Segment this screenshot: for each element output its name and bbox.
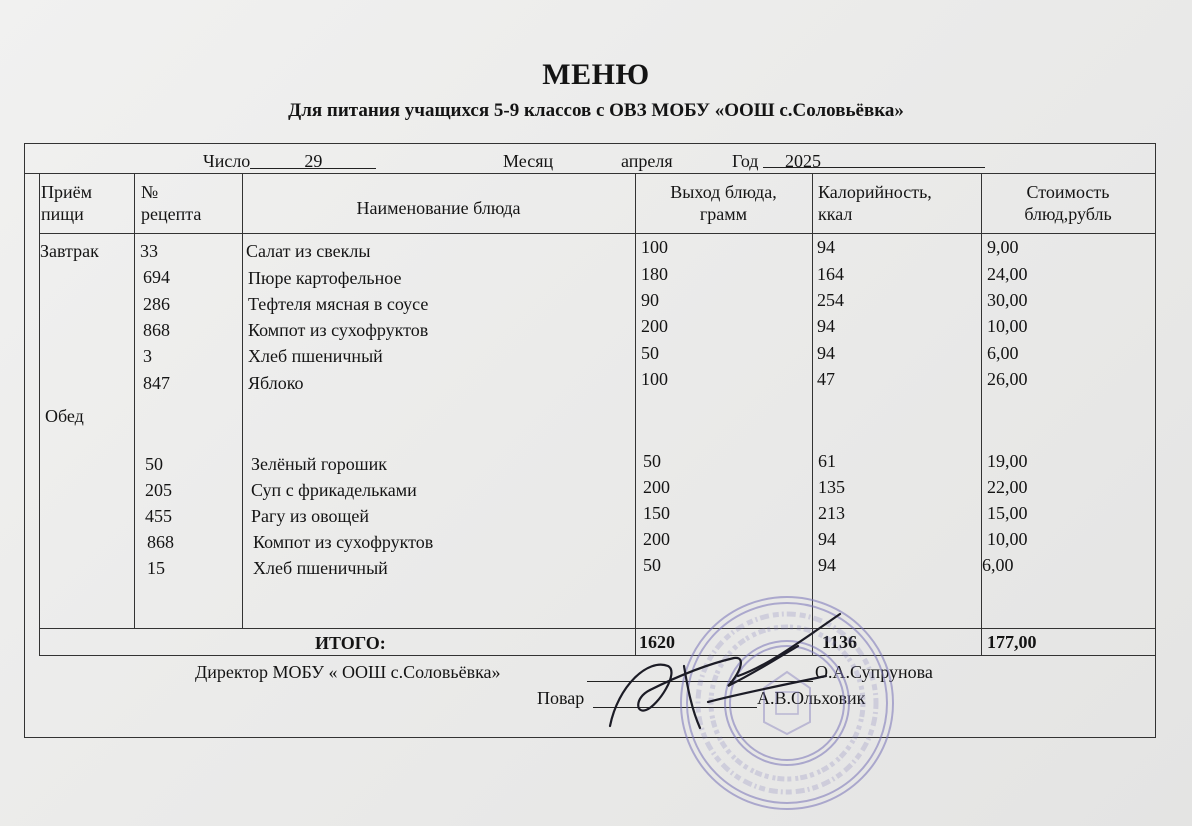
header-cost [981, 181, 1155, 225]
rule-date [25, 173, 1155, 174]
dish-kcal: 254 [817, 290, 844, 310]
month-value: апреля [621, 151, 673, 171]
header-weight [635, 181, 812, 225]
handwritten-signature [588, 606, 858, 756]
header-weight-line2: грамм [699, 204, 748, 224]
dish-name: Пюре картофельное [248, 268, 402, 288]
header-cost-line1: Стоимость [1026, 182, 1110, 202]
header-recipe-line2: рецепта [141, 204, 202, 224]
dish-cost: 22,00 [987, 477, 1028, 497]
dish-name: Хлеб пшеничный [248, 346, 383, 366]
dish-name: Компот из сухофруктов [253, 532, 434, 552]
recipe-number: 847 [143, 373, 170, 393]
recipe-number: 455 [145, 506, 172, 526]
recipe-number: 33 [140, 241, 158, 261]
dish-weight: 150 [643, 503, 670, 523]
recipe-number: 868 [143, 320, 170, 340]
header-calories [818, 181, 980, 225]
dish-name: Хлеб пшеничный [253, 558, 388, 578]
dish-kcal: 135 [818, 477, 845, 497]
header-recipe-line1: № [141, 182, 159, 202]
total-weight: 1620 [639, 632, 675, 652]
recipe-number: 50 [145, 454, 163, 474]
dish-name: Зелёный горошик [251, 454, 388, 474]
recipe-number: 3 [143, 346, 152, 366]
dish-kcal: 94 [817, 316, 835, 336]
dish-weight: 200 [641, 316, 668, 336]
recipe-number: 694 [143, 267, 170, 287]
dish-cost: 24,00 [987, 264, 1028, 284]
dish-kcal: 94 [818, 529, 836, 549]
year-value: 2025 [763, 150, 985, 168]
header-cost-line2: блюд,рубль [1024, 204, 1112, 224]
dish-weight: 50 [641, 343, 659, 363]
dish-name: Яблоко [248, 373, 304, 393]
header-weight-line1: Выход блюда, [670, 182, 777, 202]
dish-kcal: 213 [818, 503, 845, 523]
col-rule-4 [812, 173, 813, 655]
header-dish: Наименование блюда [356, 198, 521, 218]
header-recipe [141, 181, 241, 225]
rule-header [39, 233, 1155, 234]
month-label: Месяц [503, 151, 554, 171]
day-value: 29 [250, 150, 376, 169]
col-rule-3 [635, 173, 636, 655]
col-rule-5 [981, 173, 982, 655]
dish-name: Тефтеля мясная в соусе [248, 294, 429, 314]
dish-name: Салат из свеклы [246, 241, 371, 261]
dish-name: Суп с фрикадельками [251, 480, 417, 500]
recipe-number: 205 [145, 480, 172, 500]
total-label: ИТОГО: [315, 633, 386, 653]
dish-weight: 50 [643, 451, 661, 471]
dish-kcal: 164 [817, 264, 844, 284]
recipe-number: 15 [147, 558, 165, 578]
recipe-number: 868 [147, 532, 174, 552]
col-rule-6 [1155, 173, 1156, 655]
col-rule-2 [242, 173, 243, 628]
date-line [203, 150, 376, 172]
document-title: МЕНЮ [542, 58, 650, 91]
dish-cost: 15,00 [987, 503, 1028, 523]
header-meal-line1: Приём [41, 182, 93, 202]
header-meal-line2: пищи [41, 204, 84, 224]
dish-kcal: 94 [818, 555, 836, 575]
cook-name: А.В.Ольховик [757, 688, 866, 708]
day-label: Число [203, 151, 251, 171]
dish-weight: 100 [641, 369, 668, 389]
dish-cost: 19,00 [987, 451, 1028, 471]
dish-cost: 30,00 [987, 290, 1028, 310]
col-rule-1 [134, 173, 135, 628]
dish-kcal: 47 [817, 369, 835, 389]
cook-label: Повар [537, 688, 585, 708]
dish-cost: 10,00 [987, 316, 1028, 336]
dish-kcal: 94 [817, 343, 835, 363]
header-calories-line2: ккал [818, 204, 853, 224]
dish-cost: 26,00 [987, 369, 1028, 389]
meal-label-breakfast: Завтрак [40, 241, 99, 261]
document-subtitle: Для питания учащихся 5-9 классов с ОВЗ МОБУ «ООШ с.Соловьёвка» [288, 100, 904, 121]
header-calories-line1: Калорийность, [818, 182, 932, 202]
dish-weight: 200 [643, 477, 670, 497]
dish-cost: 9,00 [987, 237, 1019, 257]
dish-weight: 90 [641, 290, 659, 310]
director-name: О.А.Супрунова [815, 662, 933, 682]
header-meal [41, 181, 133, 225]
recipe-number: 286 [143, 294, 170, 314]
dish-cost: 6,00 [987, 343, 1019, 363]
dish-kcal: 61 [818, 451, 836, 471]
dish-kcal: 94 [817, 237, 835, 257]
dish-cost: 6,00 [982, 555, 1014, 575]
signature-strokes [610, 614, 840, 728]
dish-weight: 100 [641, 237, 668, 257]
total-cost: 177,00 [987, 632, 1037, 652]
dish-cost: 10,00 [987, 529, 1028, 549]
meal-label-lunch: Обед [45, 406, 84, 426]
director-label: Директор МОБУ « ООШ с.Соловьёвка» [195, 662, 501, 682]
dish-name: Компот из сухофруктов [248, 320, 429, 340]
total-kcal: 1136 [822, 632, 858, 652]
dish-weight: 180 [641, 264, 668, 284]
dish-weight: 200 [643, 529, 670, 549]
dish-name: Рагу из овощей [251, 506, 369, 526]
year-label: Год [732, 151, 759, 171]
year-line [732, 150, 985, 172]
dish-weight: 50 [643, 555, 661, 575]
